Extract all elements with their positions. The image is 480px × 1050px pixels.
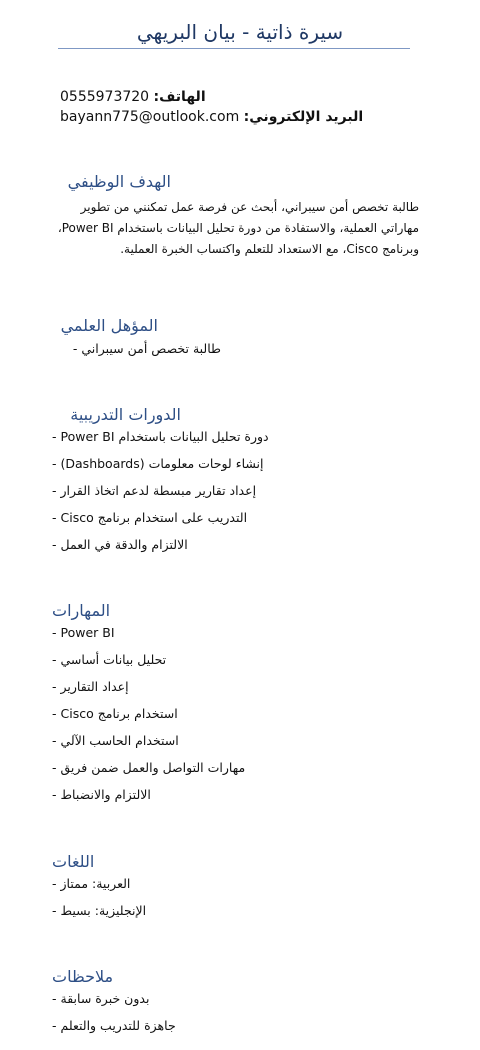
bullet-dash: - [52, 429, 57, 444]
skill-item [52, 760, 245, 775]
bullet-dash: - [52, 706, 57, 721]
skill-text: استخدام الحاسب الآلي [60, 733, 179, 748]
course-item [52, 483, 256, 498]
skill-text: مهارات التواصل والعمل ضمن فريق [60, 760, 246, 775]
course-item [52, 456, 263, 471]
skill-item [52, 706, 178, 721]
course-item [52, 510, 247, 525]
course-text: الالتزام والدقة في العمل [60, 537, 188, 552]
bullet-dash: - [52, 787, 57, 802]
bullet-dash: - [52, 625, 57, 640]
course-text: التدريب على استخدام برنامج Cisco [60, 510, 248, 525]
page-title: سيرة ذاتية - بيان البريهي [136, 20, 344, 44]
objective-heading: الهدف الوظيفي [67, 172, 171, 191]
skill-item [52, 787, 151, 802]
skill-item [52, 733, 179, 748]
bullet-dash: - [52, 456, 57, 471]
bullet-dash: - [52, 991, 57, 1006]
email-line [60, 109, 363, 125]
language-item [52, 876, 130, 891]
bullet-dash: - [52, 510, 57, 525]
skill-item [52, 679, 129, 694]
email-label: البريد الإلكتروني: [243, 109, 364, 125]
note-item [52, 991, 149, 1006]
phone-label: الهاتف: [153, 89, 206, 105]
education-heading: المؤهل العلمي [60, 316, 158, 335]
language-text: العربية: ممتاز [60, 876, 131, 891]
course-item [52, 537, 188, 552]
skill-text: الالتزام والانضباط [60, 787, 151, 802]
skill-text: Power BI [60, 625, 115, 640]
title-divider [58, 48, 410, 49]
skill-text: تحليل بيانات أساسي [60, 652, 167, 667]
skills-heading: المهارات [52, 601, 111, 620]
skill-text: إعداد التقارير [60, 679, 129, 694]
language-item [52, 903, 146, 918]
bullet-dash: - [52, 876, 57, 891]
bullet-dash: - [52, 483, 57, 498]
course-text: دورة تحليل البيانات باستخدام Power BI [60, 429, 269, 444]
course-text: إعداد تقارير مبسطة لدعم اتخاذ القرار [60, 483, 257, 498]
bullet-dash: - [52, 1018, 57, 1033]
note-item [52, 1018, 176, 1033]
bullet-dash: - [52, 652, 57, 667]
email-value[interactable]: bayann775@outlook.com [60, 109, 240, 125]
skill-item [52, 625, 115, 640]
note-text: جاهزة للتدريب والتعلم [60, 1018, 176, 1033]
bullet-dash: - [52, 733, 57, 748]
note-text: بدون خبرة سابقة [60, 991, 150, 1006]
skill-text: استخدام برنامج Cisco [60, 706, 178, 721]
phone-value: 0555973720 [60, 89, 150, 105]
notes-heading: ملاحظات [52, 967, 114, 986]
education-item: طالبة تخصص أمن سيبراني - [72, 341, 221, 356]
course-item [52, 429, 269, 444]
languages-heading: اللغات [52, 852, 95, 871]
phone-line [60, 89, 206, 105]
objective-text: طالبة تخصص أمن سيبراني، أبحث عن فرصة عمل تمكنني من تطوير مهاراتي العملية، والاستفادة من دورة تحليل البيانات باستخدام Power BI، وبرنامج Cisco، مع الاستعداد للتعلم واكتساب الخبرة العملية. [57, 200, 419, 256]
bullet-dash: - [52, 903, 57, 918]
bullet-dash: - [52, 760, 57, 775]
language-text: الإنجليزية: بسيط [60, 903, 147, 918]
courses-heading: الدورات التدريبية [70, 405, 181, 424]
bullet-dash: - [52, 679, 57, 694]
bullet-dash: - [52, 537, 57, 552]
course-text: إنشاء لوحات معلومات (Dashboards) [60, 456, 264, 471]
skill-item [52, 652, 166, 667]
